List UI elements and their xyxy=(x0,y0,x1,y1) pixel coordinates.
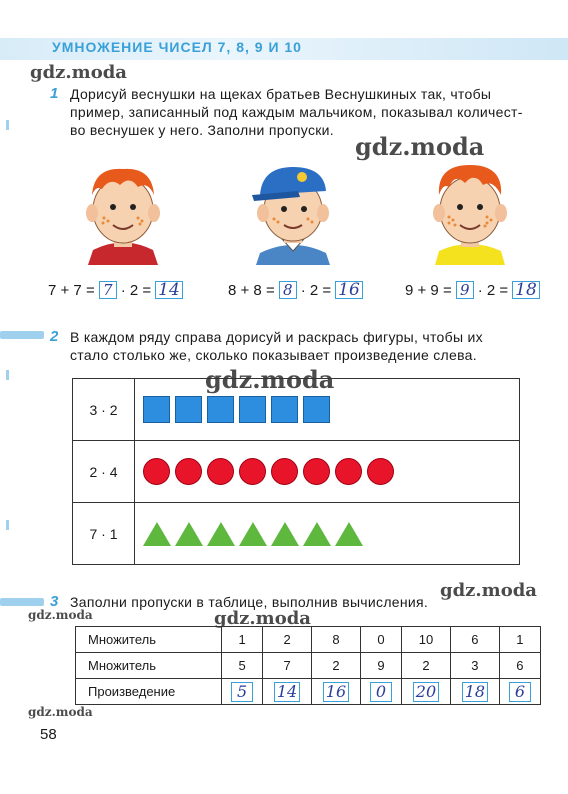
task-text: Заполни пропуски в таблице, выполнив вычисления. xyxy=(70,594,429,610)
shapes-cell[interactable] xyxy=(135,441,520,503)
triangle-shape xyxy=(271,522,299,546)
square-shape xyxy=(271,396,298,423)
square-shape xyxy=(175,396,202,423)
row-label: Множитель xyxy=(76,627,222,653)
triangle-shape xyxy=(207,522,235,546)
task-text: пример, записанный под каждым мальчиком, показывал количест- xyxy=(70,104,523,120)
shapes-table xyxy=(72,378,520,565)
equation-mid: · 2 = xyxy=(477,281,509,299)
factor-cell: 5 xyxy=(222,653,263,679)
answer-box[interactable]: 18 xyxy=(512,281,540,299)
equation xyxy=(48,281,183,299)
task-text: Дорисуй веснушки на щеках братьев Веснушкиных так, чтобы xyxy=(70,86,492,102)
answer-box[interactable]: 5 xyxy=(231,682,253,702)
shapes-cell[interactable] xyxy=(135,503,520,565)
task-text: во веснушек у него. Заполни пропуски. xyxy=(70,122,334,138)
triangle-shape xyxy=(239,522,267,546)
table-row xyxy=(73,441,520,503)
margin-mark xyxy=(6,120,9,130)
answer-box[interactable]: 9 xyxy=(456,281,474,299)
watermark: gdz.moda xyxy=(28,608,93,622)
product-expression: 2 · 4 xyxy=(73,441,135,503)
answer-box[interactable]: 0 xyxy=(370,682,392,702)
factor-cell: 7 xyxy=(263,653,312,679)
answer-box[interactable]: 18 xyxy=(462,682,488,702)
product-cell[interactable] xyxy=(263,679,312,705)
task-marker xyxy=(0,331,44,339)
circle-shape xyxy=(271,458,298,485)
answer-box[interactable]: 7 xyxy=(99,281,117,299)
table-row xyxy=(76,653,541,679)
factor-cell: 1 xyxy=(499,627,540,653)
task-marker xyxy=(0,598,44,606)
factor-cell: 1 xyxy=(222,627,263,653)
product-cell[interactable] xyxy=(450,679,499,705)
answer-box[interactable]: 16 xyxy=(335,281,363,299)
triangle-shape xyxy=(175,522,203,546)
circle-shape xyxy=(367,458,394,485)
answer-box[interactable]: 16 xyxy=(323,682,349,702)
equation xyxy=(405,281,540,299)
equation-mid: · 2 = xyxy=(300,281,332,299)
circle-shape xyxy=(175,458,202,485)
circle-shape xyxy=(207,458,234,485)
product-cell[interactable] xyxy=(360,679,401,705)
answer-box[interactable]: 14 xyxy=(274,682,300,702)
row-label: Множитель xyxy=(76,653,222,679)
square-shape xyxy=(239,396,266,423)
square-shape xyxy=(143,396,170,423)
factor-cell: 6 xyxy=(450,627,499,653)
task-number: 2 xyxy=(50,328,59,345)
circle-shape xyxy=(239,458,266,485)
answer-box[interactable]: 6 xyxy=(509,682,531,702)
factor-cell: 2 xyxy=(402,653,451,679)
equation-left: 7 + 7 = xyxy=(48,281,95,299)
product-cell[interactable] xyxy=(312,679,361,705)
equation-mid: · 2 = xyxy=(120,281,152,299)
watermark: gdz.moda xyxy=(28,705,93,719)
product-cell[interactable] xyxy=(402,679,451,705)
boy-illustration xyxy=(415,155,525,265)
product-cell[interactable] xyxy=(499,679,540,705)
circle-shape xyxy=(143,458,170,485)
equation-left: 8 + 8 = xyxy=(228,281,275,299)
factor-cell: 3 xyxy=(450,653,499,679)
factor-cell: 2 xyxy=(263,627,312,653)
table-row xyxy=(76,679,541,705)
factor-cell: 2 xyxy=(312,653,361,679)
task-text: стало столько же, сколько показывает произведение слева. xyxy=(70,347,477,363)
product-expression: 7 · 1 xyxy=(73,503,135,565)
task-text: В каждом ряду справа дорисуй и раскрась фигуры, чтобы их xyxy=(70,329,483,345)
margin-mark xyxy=(6,370,9,380)
task-number: 3 xyxy=(50,593,59,610)
watermark: gdz.moda xyxy=(440,580,537,601)
triangle-shape xyxy=(143,522,171,546)
triangle-shape xyxy=(303,522,331,546)
watermark: gdz.moda xyxy=(214,608,311,629)
answer-box[interactable]: 20 xyxy=(413,682,439,702)
page-number: 58 xyxy=(40,726,57,743)
row-label: Произведение xyxy=(76,679,222,705)
task-number: 1 xyxy=(50,85,59,102)
boy-illustration xyxy=(68,155,178,265)
product-expression: 3 · 2 xyxy=(73,379,135,441)
answer-box[interactable]: 14 xyxy=(155,281,183,299)
factor-cell: 10 xyxy=(402,627,451,653)
circle-shape xyxy=(335,458,362,485)
equation-left: 9 + 9 = xyxy=(405,281,452,299)
answer-box[interactable]: 8 xyxy=(279,281,297,299)
factor-cell: 6 xyxy=(499,653,540,679)
circle-shape xyxy=(303,458,330,485)
factor-cell: 0 xyxy=(360,627,401,653)
factor-cell: 9 xyxy=(360,653,401,679)
watermark: gdz.moda xyxy=(30,62,127,83)
watermark: gdz.moda xyxy=(205,365,335,394)
square-shape xyxy=(207,396,234,423)
triangle-shape xyxy=(335,522,363,546)
table-row xyxy=(73,379,520,441)
product-cell[interactable] xyxy=(222,679,263,705)
boy-illustration xyxy=(238,155,348,265)
table-row xyxy=(76,627,541,653)
page-title: УМНОЖЕНИЕ ЧИСЕЛ 7, 8, 9 И 10 xyxy=(52,39,302,55)
square-shape xyxy=(303,396,330,423)
shapes-cell[interactable] xyxy=(135,379,520,441)
equation xyxy=(228,281,363,299)
margin-mark xyxy=(6,520,9,530)
watermark: gdz.moda xyxy=(355,132,485,161)
factor-cell: 8 xyxy=(312,627,361,653)
multiplication-table xyxy=(75,626,541,705)
table-row xyxy=(73,503,520,565)
